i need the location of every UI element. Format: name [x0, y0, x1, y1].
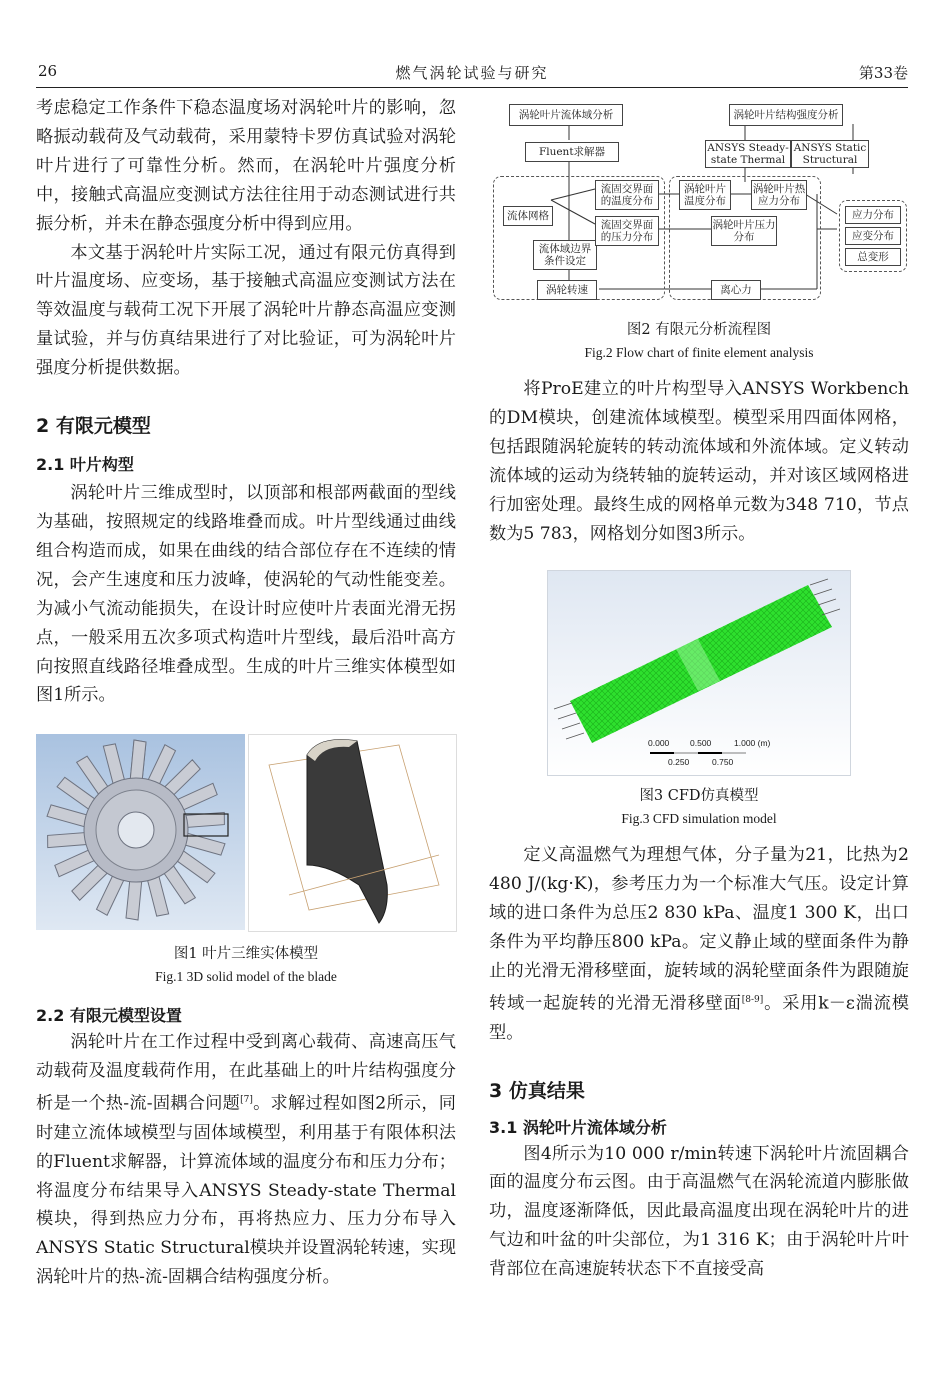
paragraph-blade-config: 涡轮叶片三维成型时，以顶部和根部两截面的型线为基础，按照规定的线路堆叠而成。叶片型线通过曲线组合构造而成，如果在曲线的结合部位存在不连续的情况，会产生速度和压力波峰，使涡轮的气动性能变差。为减小气流动能损失，在设计时应使叶片表面光滑无拐点，一般采用五次多项式构造叶片型线，最后沿叶高方向按照直线路径堆叠成型。生成的叶片三维实体模型如图1所示。	[36, 483, 456, 706]
figure-1-blade-panel	[248, 734, 457, 932]
scale-label-1000: 1.000 (m)	[734, 738, 771, 749]
paragraph-intro-cont: 考虑稳定工作条件下稳态温度场对涡轮叶片的影响，忽略振动载荷及气动载荷，采用蒙特卡罗仿真试验对涡轮叶片进行了可靠性分析。然而，在涡轮叶片强度分析中，接触式高温应变测试方法往往用于动态测试进行共振分析，并未在静态强度分析中得到应用。	[36, 98, 456, 234]
scale-label-250: 0.250	[668, 757, 690, 768]
box-interface-pressure: 流固交界面的压力分布	[595, 216, 659, 246]
paragraph-mesh: 将ProE建立的叶片构型导入ANSYS Workbench的DM模块，创建流体域模型。模型采用四面体网格，包括跟随涡轮旋转的转动流体域和外流体域。定义转动流体域的运动为绕转轴的旋转运动，并对该区域网格进行加密处理。最终生成的网格单元数为348 710，节点数为5 783，网格划分如图3所示。	[489, 379, 909, 544]
cfd-model-image	[547, 570, 851, 776]
box-static-structural: ANSYS Static Structural	[791, 140, 869, 168]
figure-3-caption-cn: 图3 CFD仿真模型	[639, 788, 759, 805]
box-struct-analysis: 涡轮叶片结构强度分析	[729, 104, 843, 126]
figure-1	[36, 734, 456, 934]
journal-title: 燃气涡轮试验与研究	[395, 64, 549, 82]
paragraph-fluid-results: 图4所示为10 000 r/min转速下涡轮叶片流固耦合面的温度分布云图。由于高温燃气在涡轮流道内膨胀做功，温度逐渐降低，因此最高温度出现在涡轮叶片的进气边和叶盆的叶尖部位，为1 316 K；由于涡轮叶片叶背部位在高速旋转状态下不直接受高	[489, 1143, 909, 1280]
figure-1-caption-en: Fig.1 3D solid model of the blade	[155, 969, 337, 985]
header-rule	[36, 87, 908, 88]
box-deformation: 总变形	[845, 248, 901, 266]
section-2-2-heading: 2.2 有限元模型设置	[36, 1006, 182, 1026]
box-stress: 应力分布	[845, 206, 901, 224]
paragraph-boundary-conditions: 定义高温燃气为理想气体，分子量为21，比热为2 480 J/(kg·K)，参考压力为一个标准大气压。设定计算域的进口条件为总压2 830 kPa、温度1 300 K，出口条件为平均静压800 kPa。定义静止域的壁面条件为静止的光滑无滑移壁面，旋转域的涡轮壁面条件为跟随旋转域一起旋转的光滑无滑移壁面[8-9]。采用k－ε湍流模型。	[489, 845, 909, 1043]
figure-2-flowchart	[489, 94, 909, 306]
figure-2-caption-en: Fig.2 Flow chart of finite element analysis	[584, 345, 814, 360]
section-3-heading: 3 仿真结果	[489, 1079, 585, 1102]
box-fluid-mesh: 流体网格	[503, 206, 553, 226]
box-centrifugal: 离心力	[711, 280, 761, 300]
box-thermal-stress: 涡轮叶片热应力分布	[751, 180, 807, 210]
left-column	[36, 94, 456, 1292]
box-strain: 应变分布	[845, 227, 901, 245]
turbine-wheel-image	[36, 734, 245, 930]
box-fluid-domain: 涡轮叶片流体域分析	[509, 104, 623, 126]
box-blade-pressure: 涡轮叶片压力分布	[711, 216, 777, 246]
figure-2-caption-cn: 图2 有限元分析流程图	[626, 322, 772, 338]
scale-label-750: 0.750	[712, 757, 734, 768]
right-column	[489, 94, 909, 1284]
section-2-1-heading: 2.1 叶片构型	[36, 455, 134, 475]
box-fluent: Fluent求解器	[525, 142, 619, 162]
figure-1-wheel-panel	[36, 734, 245, 930]
scale-label-0: 0.000	[648, 738, 670, 749]
page-header	[36, 58, 908, 88]
figure-3	[489, 570, 909, 776]
box-steady-thermal: ANSYS Steady-state Thermal	[705, 140, 791, 168]
section-2-heading: 2 有限元模型	[36, 415, 151, 438]
figure-1-caption-cn: 图1 叶片三维实体模型	[173, 946, 319, 963]
section-3-1-heading: 3.1 涡轮叶片流体域分析	[489, 1117, 667, 1137]
figure-3-caption-en: Fig.3 CFD simulation model	[621, 811, 777, 827]
box-boundary-conditions: 流体域边界条件设定	[533, 240, 597, 270]
box-blade-temp: 涡轮叶片温度分布	[679, 180, 731, 210]
box-interface-temp: 流固交界面的温度分布	[595, 180, 659, 210]
paragraph-intro: 本文基于涡轮叶片实际工况，通过有限元仿真得到叶片温度场、应变场，基于接触式高温应变测试方法在等效温度与载荷工况下开展了涡轮叶片静态高温应变测量试验，并与仿真结果进行了对比验证，可为涡轮叶片强度分析提供数据。	[36, 242, 456, 379]
paragraph-fe-setup: 涡轮叶片在工作过程中受到离心载荷、高速高压气动载荷及温度载荷作用，在此基础上的叶片结构强度分析是一个热-流-固耦合问题[7]。求解过程如图2所示，同时建立流体域模型与固体域模型，利用基于有限体积法的Fluent求解器，计算流体域的温度分布和压力分布；将温度分布结果导入ANSYS Steady-state Thermal模块，得到热应力分布，再将热应力、压力分布导入ANSYS Static Structural模块并设置涡轮转速，实现涡轮叶片的热-流-固耦合结构强度分析。	[36, 1032, 457, 1288]
page-number: 26	[38, 62, 58, 80]
volume-label: 第33卷	[858, 64, 908, 82]
scale-label-500: 0.500	[690, 738, 712, 749]
box-rotation-speed: 涡轮转速	[537, 280, 597, 300]
blade-solid-image	[249, 735, 456, 931]
